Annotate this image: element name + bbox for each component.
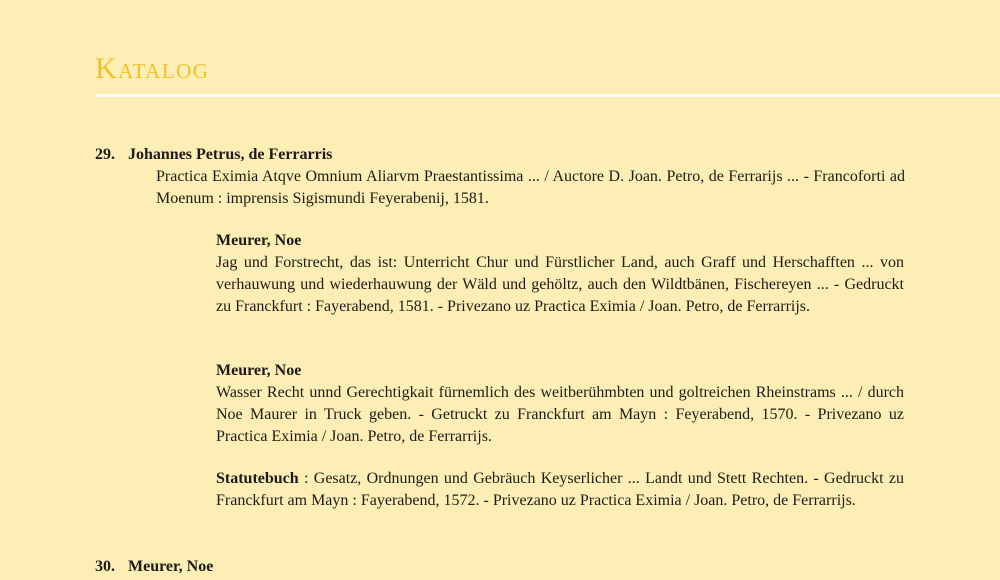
sub-entry-description: : Gesatz, Ordnungen und Gebräuch Keyserlicher ... Landt und Stett Rechten. - Gedruckt zu Franckfurt am Mayn : Fayerabend, 1572. - Privezano uz Practica Eximia / Joan. Petro, de Ferrarrijs. [216,470,904,509]
catalog-entry-29 [95,144,905,210]
sub-entry-statutebuch [216,468,904,512]
entry-author: Johannes Petrus, de Ferrarris [128,146,333,163]
sub-entry-description: Wasser Recht unnd Gerechtigkait fürnemlich des weitberühmbten und goltreichen Rheinstrams ... / durch Noe Maurer in Truck geben. - Getruckt zu Franckfurt am Mayn : Feyerabend, 1570. - Privezano uz Practica Eximia / Joan. Petro, de Ferrarrijs. [216,384,904,445]
sub-entry-author: Meurer, Noe [216,362,302,379]
entry-author: Meurer, Noe [128,558,214,575]
sub-entry-title: Statutebuch [216,470,299,487]
entry-heading [95,144,905,166]
page-title: Katalog [95,52,210,85]
heading-divider [95,94,1000,97]
sub-entry-jag-und-forstrecht [216,230,904,318]
entry-number: 30. [95,558,115,575]
sub-entry-description: Jag und Forstrecht, das ist: Unterricht Chur und Fürstlicher Land, auch Graff und Herschafften ... von verhauwung und wiederhauwung der Wäld und gehöltz, auch den Wildtbänen, Fischereyen ... - Gedruckt zu Franckfurt : Fayerabend, 1581. - Privezano uz Practica Eximia / Joan. Petro, de Ferrarrijs. [216,254,904,315]
entry-description: Practica Eximia Atqve Omnium Aliarvm Praestantissima ... / Auctore D. Joan. Petro, de Ferrarijs ... - Francoforti ad Moenum : imprensis Sigismundi Feyerabenij, 1581. [156,168,905,207]
entry-number: 29. [95,146,115,163]
sub-entry-wasser-recht [216,360,904,448]
entry-heading [95,556,905,578]
catalog-entry-30 [95,556,905,578]
sub-entry-author: Meurer, Noe [216,232,302,249]
